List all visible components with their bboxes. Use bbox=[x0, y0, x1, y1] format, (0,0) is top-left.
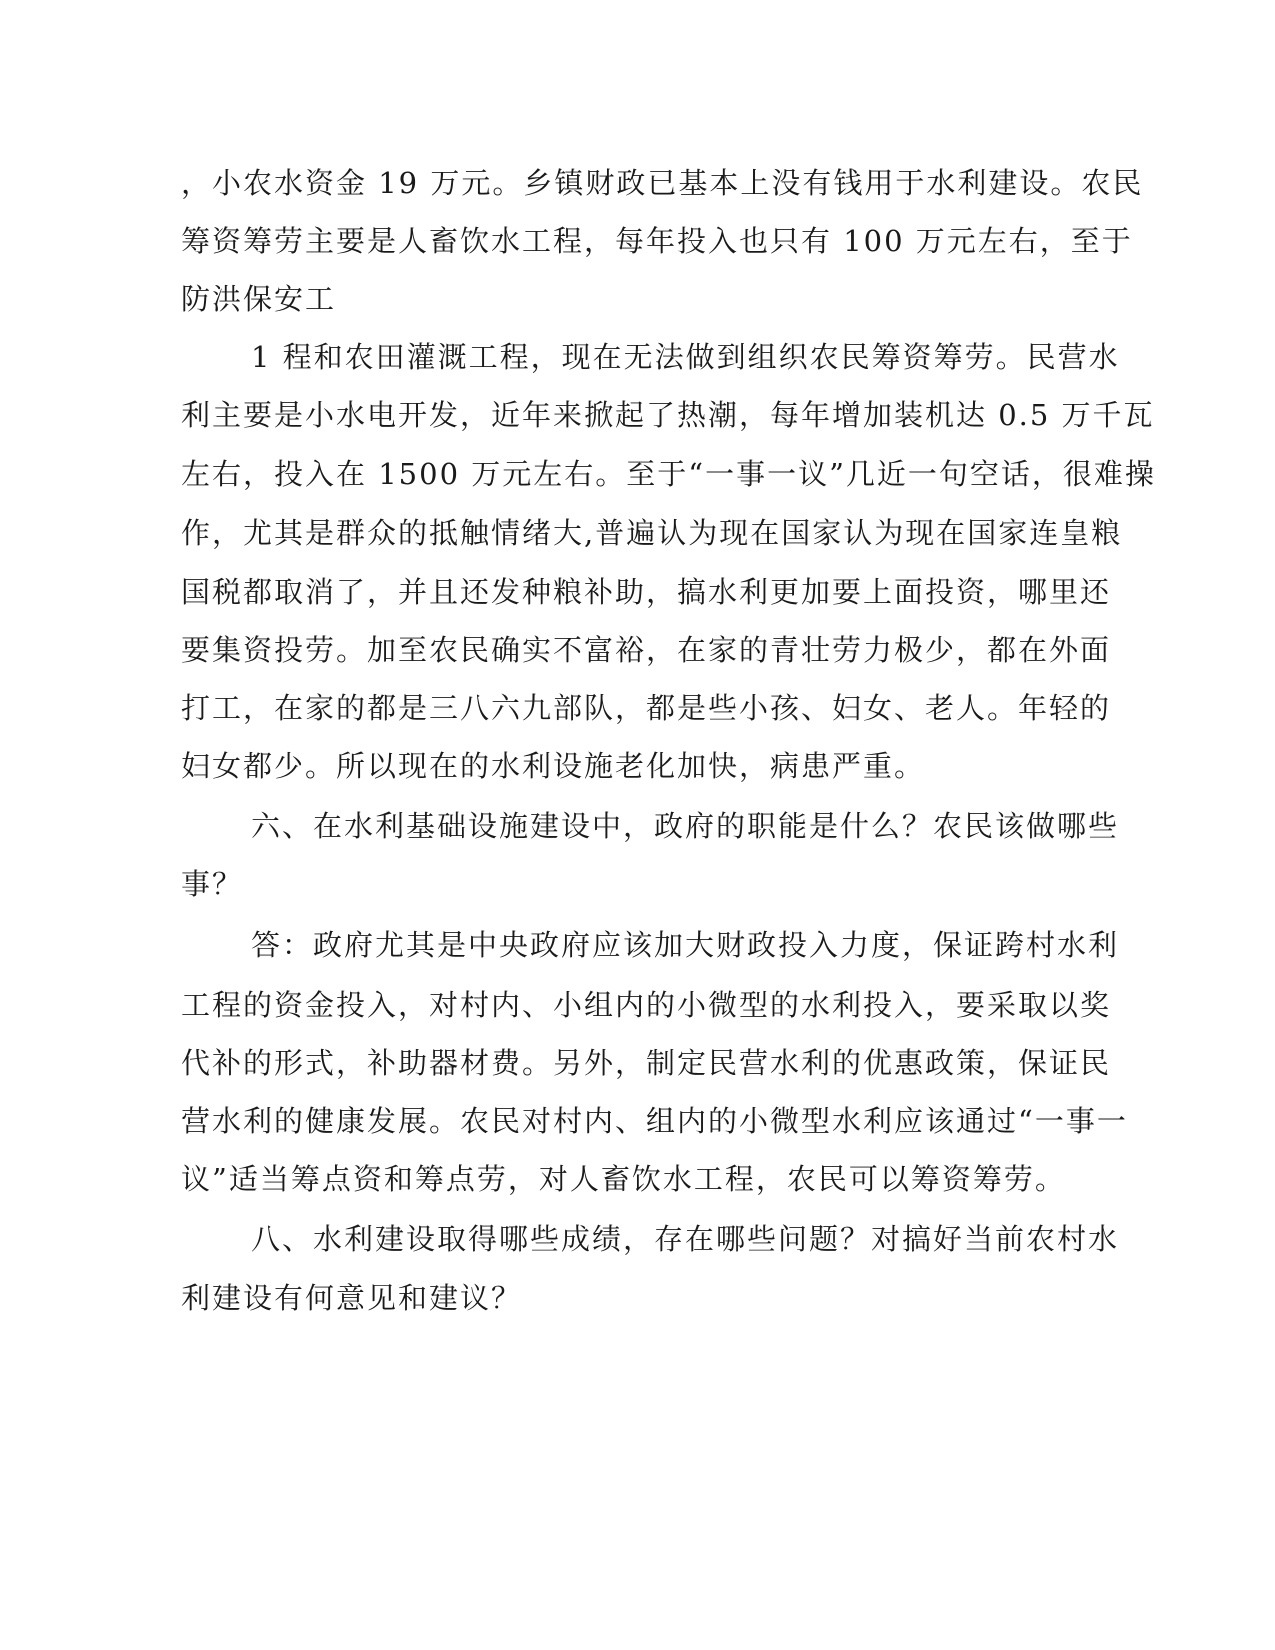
text-line: 妇女都少。所以现在的水利设施老化加快，病患严重。 bbox=[181, 749, 926, 783]
text-line: 代补的形式，补助器材费。另外，制定民营水利的优惠政策，保证民 bbox=[181, 1046, 1112, 1080]
text-line: 作，尤其是群众的抵触情绪大,普遍认为现在国家认为现在国家连皇粮 bbox=[181, 516, 1123, 550]
text-line: 答：政府尤其是中央政府应该加大财政投入力度，保证跨村水利 bbox=[251, 928, 1120, 962]
text-line: 议”适当筹点资和筹点劳，对人畜饮水工程，农民可以筹资筹劳。 bbox=[181, 1162, 1066, 1196]
text-line: 左右，投入在 1500 万元左右。至于“一事一议”几近一句空话，很难操 bbox=[181, 457, 1156, 491]
text-line: 打工，在家的都是三八六九部队，都是些小孩、妇女、老人。年轻的 bbox=[181, 691, 1112, 725]
text-line: 工程的资金投入，对村内、小组内的小微型的水利投入，要采取以奖 bbox=[181, 988, 1112, 1022]
text-line: 营水利的健康发展。农民对村内、组内的小微型水利应该通过“一事一 bbox=[181, 1104, 1128, 1138]
text-line: 利主要是小水电开发，近年来掀起了热潮，每年增加装机达 0.5 万千瓦 bbox=[181, 398, 1155, 432]
text-line: 要集资投劳。加至农民确实不富裕，在家的青壮劳力极少，都在外面 bbox=[181, 633, 1112, 667]
text-line: ，小农水资金 19 万元。乡镇财政已基本上没有钱用于水利建设。农民 bbox=[181, 166, 1144, 200]
text-line: 筹资筹劳主要是人畜饮水工程，每年投入也只有 100 万元左右，至于 bbox=[181, 224, 1133, 258]
text-line: 国税都取消了，并且还发种粮补助，搞水利更加要上面投资，哪里还 bbox=[181, 575, 1112, 609]
text-line: 防洪保安工 bbox=[181, 282, 337, 316]
section-heading: 事？ bbox=[181, 867, 244, 901]
section-heading: 利建设有何意见和建议？ bbox=[181, 1281, 523, 1315]
section-heading: 六、在水利基础设施建设中，政府的职能是什么？农民该做哪些 bbox=[251, 809, 1120, 843]
text-line: 1 程和农田灌溉工程，现在无法做到组织农民筹资筹劳。民营水 bbox=[251, 340, 1120, 374]
section-heading: 八、水利建设取得哪些成绩，存在哪些问题？对搞好当前农村水 bbox=[251, 1222, 1120, 1256]
